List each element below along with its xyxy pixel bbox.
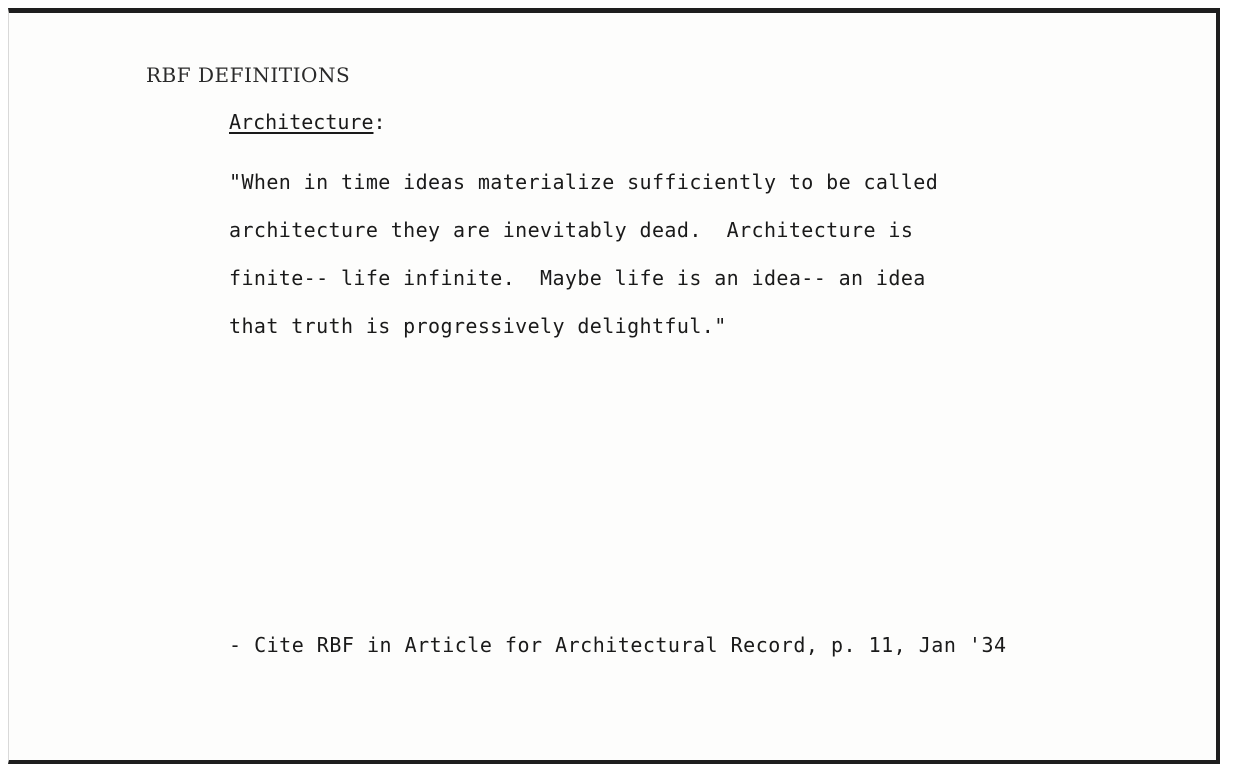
quote-line-1: "When in time ideas materialize sufficiently to be called xyxy=(229,170,939,194)
quote-line-4: that truth is progressively delightful." xyxy=(229,314,727,338)
definition-card xyxy=(8,8,1220,764)
definition-quote xyxy=(229,158,1129,350)
quote-line-2: architecture they are inevitably dead. Architecture is xyxy=(229,218,914,242)
source-citation: - Cite RBF in Article for Architectural Record, p. 11, Jan '34 xyxy=(229,633,1007,657)
term-word: Architecture xyxy=(229,110,374,134)
term-label xyxy=(229,110,386,134)
document-heading: RBF DEFINITIONS xyxy=(146,63,351,87)
term-suffix: : xyxy=(373,110,386,134)
quote-line-3: finite-- life infinite. Maybe life is an idea-- an idea xyxy=(229,266,926,290)
